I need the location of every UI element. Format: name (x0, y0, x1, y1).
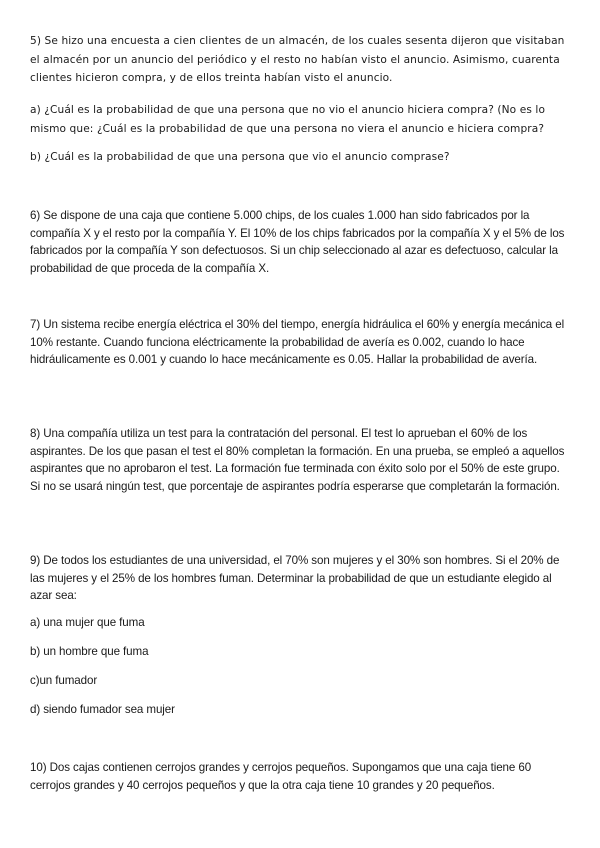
problem-9-statement: 9) De todos los estudiantes de una universidad, el 70% son mujeres y el 30% son hombres. Si el 20% de las mujeres y el 25% de los hombres fuman. Determinar la probabilidad de que un estudiante elegido al azar sea: (30, 554, 560, 603)
problem-6-statement: 6) Se dispone de una caja que contiene 5.000 chips, de los cuales 1.000 han sido fabricados por la compañía X y el resto por la compañía Y. El 10% de los chips fabricados por la compañía X y el 5% de los fabricados por la compañía Y son defectuosos. Si un chip seleccionado al azar es defectuoso, calcular la probabilidad de que proceda de la compañía X. (30, 209, 565, 275)
problem-9-item-b: b) un hombre que fuma (30, 645, 149, 658)
problem-5-question-a: a) ¿Cuál es la probabilidad de que una persona que no vio el anuncio hiciera compra? (No es lo mismo que: ¿Cuál es la probabilidad de que una persona no viera el anuncio e hiciera compra? (30, 104, 546, 135)
problem-9-item-d: d) siendo fumador sea mujer (30, 703, 175, 716)
problem-8-statement: 8) Una compañía utiliza un test para la contratación del personal. El test lo aprueban el 60% de los aspirantes. De los que pasan el test el 80% completan la formación. En una prueba, se empleó a aquellos aspirantes que no aprobaron el test. La formación fue terminada con éxito solo por el 50% de este grupo. Si no se usará ningún test, que porcentaje de aspirantes podría esperarse que completarán la formación. (30, 427, 565, 493)
problem-7-statement: 7) Un sistema recibe energía eléctrica el 30% del tiempo, energía hidráulica el 60% y energía mecánica el 10% restante. Cuando funciona eléctricamente la probabilidad de avería es 0.002, cuando lo hace hidráulicamente es 0.001 y cuando lo hace mecánicamente es 0.05. Hallar la probabilidad de avería. (30, 318, 565, 367)
problem-10-statement: 10) Dos cajas contienen cerrojos grandes y cerrojos pequeños. Supongamos que una caja tiene 60 cerrojos grandes y 40 cerrojos pequeños y que la otra caja tiene 10 grandes y 20 pequeños. (30, 761, 532, 792)
problem-9-item-c: c)un fumador (30, 674, 98, 687)
problem-5-question-b: b) ¿Cuál es la probabilidad de que una persona que vio el anuncio comprase? (30, 151, 450, 163)
problem-5-statement: 5) Se hizo una encuesta a cien clientes de un almacén, de los cuales sesenta dijeron que visitaban el almacén por un anuncio del periódico y el resto no habían visto el anuncio. Asimismo, cuarenta clientes hicieron compra, y de ellos treinta habían visto el anuncio. (30, 35, 565, 84)
problem-9-item-a: a) una mujer que fuma (30, 616, 145, 629)
